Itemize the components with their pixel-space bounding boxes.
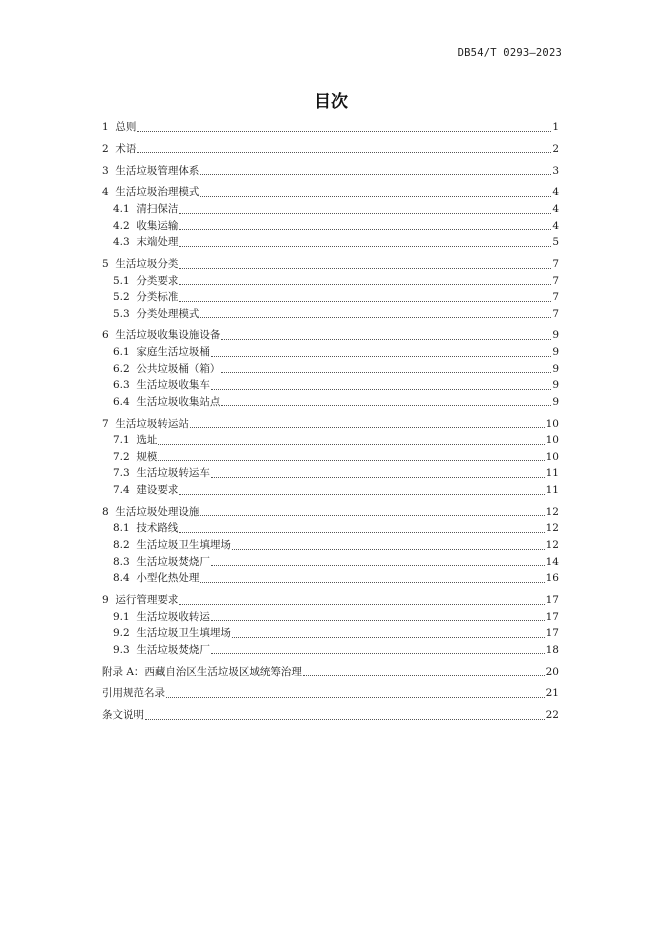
toc-entry-page: 7 (552, 274, 559, 287)
toc-entry-title: 建设要求 (136, 484, 179, 496)
toc-entry-page: 9 (552, 395, 559, 408)
toc-entry-page: 11 (545, 467, 559, 480)
toc-leader-dots (200, 317, 551, 318)
toc-entry-page: 14 (545, 555, 559, 568)
toc-leader-dots (211, 620, 545, 621)
toc-leader-dots (200, 582, 544, 583)
toc-entry-page: 9 (552, 379, 559, 392)
toc-leader-dots (158, 444, 544, 445)
toc-entry-title: 生活垃圾焚烧厂 (136, 643, 210, 656)
toc-entry-title: 生活垃圾收集设施设备 (115, 329, 221, 342)
toc-entry-number: 7.3 (113, 467, 137, 480)
toc-leader-dots (211, 356, 551, 357)
toc-entry-title: 生活垃圾卫生填埋场 (136, 627, 231, 640)
toc-entry-title: 生活垃圾收集站点 (136, 395, 221, 408)
toc-leader-dots (158, 460, 544, 461)
toc-entry-number: 6.1 (113, 346, 137, 359)
toc-leader-dots (221, 372, 551, 373)
toc-entry-title: 清扫保洁 (136, 202, 179, 215)
toc-entry[interactable] (102, 482, 559, 499)
toc-entry[interactable] (102, 707, 559, 724)
toc-entry-number: 4 (102, 186, 116, 199)
toc-leader-dots (221, 339, 551, 340)
toc-entry-title: 生活垃圾分类 (115, 257, 179, 270)
toc-entry-number: 5 (102, 257, 116, 270)
toc-leader-dots (179, 246, 551, 247)
toc-entry-number: 9.2 (113, 627, 137, 640)
toc-entry-title: 生活垃圾卫生填埋场 (136, 538, 231, 551)
toc-entry-number: 8.4 (113, 572, 137, 585)
toc-entry-page: 12 (545, 505, 559, 518)
toc-leader-dots (179, 532, 544, 533)
toc-entry-number: 4.2 (113, 219, 137, 232)
toc-entry[interactable] (102, 642, 559, 659)
toc-entry[interactable] (102, 504, 559, 521)
toc-entry-title: 附录 A：西藏自治区生活垃圾区域统筹治理 (102, 665, 302, 678)
toc-leader-dots (179, 604, 544, 605)
document-code: DB54/T 0293—2023 (457, 47, 562, 59)
toc-entry-page: 17 (545, 593, 559, 606)
toc-entry-page: 21 (545, 687, 559, 700)
toc-leader-dots (179, 213, 551, 214)
toc-entry-page: 4 (552, 219, 559, 232)
toc-leader-dots (179, 284, 551, 285)
toc-entry[interactable] (102, 377, 559, 394)
toc-leader-dots (190, 427, 545, 428)
toc-entry[interactable] (102, 273, 559, 290)
toc-entry-page: 11 (545, 484, 559, 496)
toc-entry[interactable] (102, 394, 559, 411)
toc-entry-title: 末端处理 (136, 236, 179, 249)
toc-leader-dots (179, 494, 544, 495)
toc-entry-number: 4.3 (113, 236, 137, 249)
toc-entry[interactable] (102, 119, 559, 136)
toc-entry-page: 10 (545, 450, 559, 463)
toc-entry[interactable] (102, 570, 559, 587)
toc-entry-number: 3 (102, 164, 116, 177)
toc-entry-title: 引用规范名录 (102, 687, 165, 700)
toc-entry[interactable] (102, 520, 559, 537)
toc-entry-title: 分类要求 (136, 274, 179, 287)
toc-entry[interactable] (102, 306, 559, 323)
toc-entry[interactable] (102, 256, 559, 273)
toc-entry-page: 7 (552, 257, 559, 270)
toc-entry-page: 10 (545, 434, 559, 447)
toc-entry[interactable] (102, 201, 559, 218)
toc-entry-number: 6 (102, 329, 116, 342)
toc-entry[interactable] (102, 465, 559, 482)
toc-entry-page: 22 (545, 709, 559, 722)
toc-entry-number: 9 (102, 593, 116, 606)
toc-entry[interactable] (102, 289, 559, 306)
toc-entry-number: 5.2 (113, 291, 137, 304)
toc-entry-page: 17 (545, 627, 559, 640)
toc-leader-dots (232, 637, 545, 638)
toc-leader-dots (211, 565, 545, 566)
toc-leader-dots (200, 515, 544, 516)
toc-entry-number: 2 (102, 142, 116, 155)
toc-entry[interactable] (102, 327, 559, 344)
toc-entry-title: 收集运输 (136, 219, 179, 232)
toc-entry-number: 8.3 (113, 555, 137, 568)
toc-entry-number: 7.2 (113, 450, 137, 463)
toc-entry-title: 总则 (115, 121, 137, 133)
toc-entry[interactable] (102, 361, 559, 378)
toc-entry-page: 10 (545, 417, 559, 430)
toc-entry-title: 分类标准 (136, 291, 179, 304)
toc-entry[interactable] (102, 234, 559, 251)
toc-entry-title: 生活垃圾治理模式 (115, 186, 200, 199)
toc-entry-number: 6.2 (113, 362, 137, 375)
toc-entry-page: 17 (545, 610, 559, 623)
toc-entry-page: 1 (552, 121, 559, 133)
toc-leader-dots (166, 697, 545, 698)
toc-entry-title: 生活垃圾焚烧厂 (136, 555, 210, 568)
toc-entry[interactable] (102, 664, 559, 681)
toc-entry-title: 公共垃圾桶（箱） (136, 362, 221, 375)
toc-entry[interactable] (102, 184, 559, 201)
toc-entry-page: 18 (545, 643, 559, 656)
toc-entry-page: 7 (552, 307, 559, 320)
toc-entry[interactable] (102, 416, 559, 433)
page-title: 目次 (314, 92, 348, 112)
toc-entry-page: 12 (545, 522, 559, 535)
toc-entry[interactable] (102, 432, 559, 449)
toc-entry[interactable] (102, 218, 559, 235)
toc-entry-title: 规模 (136, 450, 158, 463)
toc-entry-number: 4.1 (113, 202, 137, 215)
toc-entry[interactable] (102, 685, 559, 702)
toc-entry-page: 16 (545, 572, 559, 585)
toc-entry-title: 运行管理要求 (115, 593, 179, 606)
toc-entry-number: 8 (102, 505, 116, 518)
toc-entry-number: 5.1 (113, 274, 137, 287)
toc-entry[interactable] (102, 449, 559, 466)
toc-entry-title: 生活垃圾收集车 (136, 379, 210, 392)
toc-entry-title: 选址 (136, 434, 158, 447)
toc-entry-title: 分类处理模式 (136, 307, 200, 320)
toc-leader-dots (211, 389, 551, 390)
toc-leader-dots (145, 719, 545, 720)
toc-leader-dots (211, 477, 545, 478)
toc-leader-dots (211, 653, 545, 654)
toc-entry-number: 6.4 (113, 395, 137, 408)
toc-entry[interactable] (102, 592, 559, 609)
toc-entry-page: 5 (552, 236, 559, 249)
toc-entry[interactable] (102, 554, 559, 571)
toc-leader-dots (179, 229, 551, 230)
toc-leader-dots (200, 196, 551, 197)
toc-entry-page: 20 (545, 665, 559, 678)
toc-entry-page: 9 (552, 362, 559, 375)
toc-entry-title: 小型化热处理 (136, 572, 200, 585)
toc-entry[interactable] (102, 609, 559, 626)
toc-leader-dots (137, 131, 551, 132)
toc-entry[interactable] (102, 537, 559, 554)
toc-leader-dots (232, 549, 545, 550)
toc-entry-page: 3 (552, 164, 559, 177)
toc-entry[interactable] (102, 163, 559, 180)
toc-entry-title: 生活垃圾转运站 (115, 417, 189, 430)
toc-entry-page: 4 (552, 186, 559, 199)
toc-entry-title: 生活垃圾收转运 (136, 610, 210, 623)
toc-leader-dots (200, 174, 551, 175)
toc-leader-dots (179, 301, 551, 302)
toc-entry-title: 技术路线 (136, 522, 179, 535)
toc-entry-number: 7.4 (113, 484, 137, 496)
toc-entry-title: 家庭生活垃圾桶 (136, 346, 210, 359)
toc-entry-title: 生活垃圾转运车 (136, 467, 210, 480)
table-of-contents (102, 119, 559, 724)
toc-entry-title: 条文说明 (102, 709, 144, 722)
toc-leader-dots (137, 152, 551, 153)
toc-entry[interactable] (102, 344, 559, 361)
toc-entry-number: 9.3 (113, 643, 137, 656)
toc-entry-page: 2 (552, 142, 559, 155)
toc-entry-page: 7 (552, 291, 559, 304)
toc-entry-number: 7 (102, 417, 116, 430)
toc-entry-page: 9 (552, 346, 559, 359)
toc-entry[interactable] (102, 625, 559, 642)
toc-leader-dots (221, 405, 551, 406)
toc-entry-page: 4 (552, 202, 559, 215)
toc-entry-page: 9 (552, 329, 559, 342)
toc-entry-number: 8.1 (113, 522, 137, 535)
toc-entry-number: 9.1 (113, 610, 137, 623)
toc-entry-number: 5.3 (113, 307, 137, 320)
toc-leader-dots (179, 268, 551, 269)
toc-leader-dots (303, 675, 545, 676)
toc-entry-title: 生活垃圾处理设施 (115, 505, 200, 518)
toc-entry-page: 12 (545, 538, 559, 551)
toc-entry[interactable] (102, 141, 559, 158)
toc-entry-title: 术语 (115, 142, 137, 155)
toc-entry-number: 8.2 (113, 538, 137, 551)
toc-entry-number: 6.3 (113, 379, 137, 392)
toc-entry-number: 1 (102, 121, 116, 133)
toc-entry-title: 生活垃圾管理体系 (115, 164, 200, 177)
toc-entry-number: 7.1 (113, 434, 137, 447)
